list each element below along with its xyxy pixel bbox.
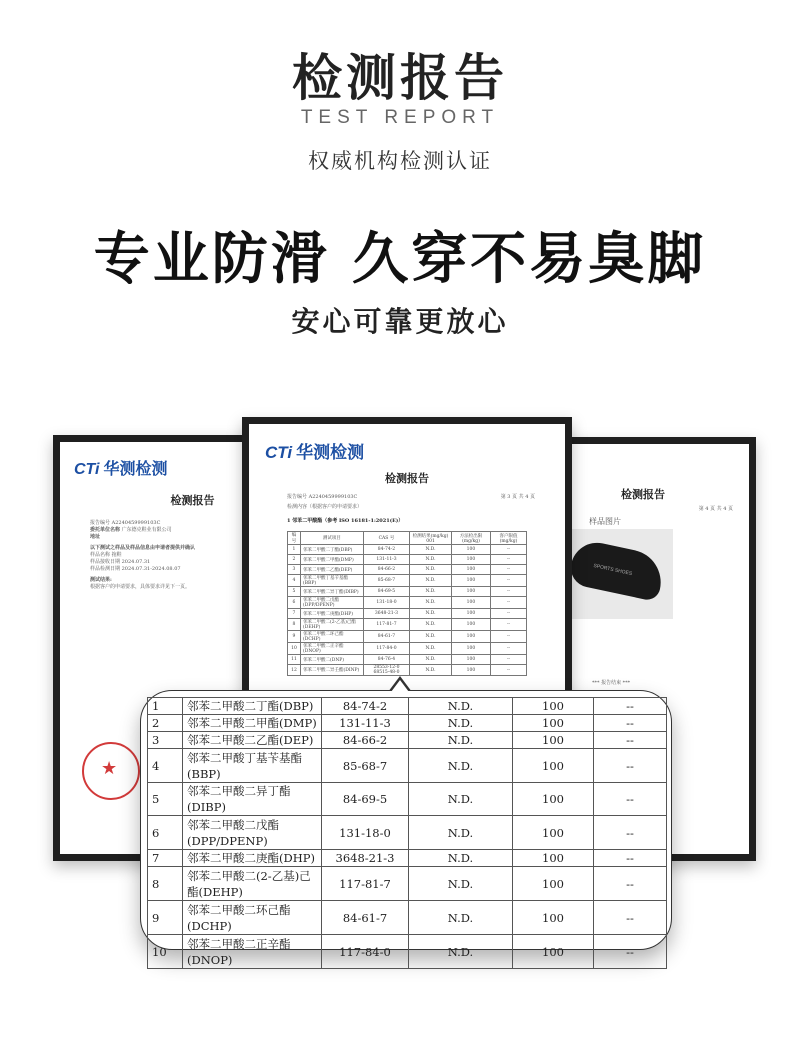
mini-table-cell: 邻苯二甲酸二丁酯(DBP) xyxy=(300,545,363,555)
zoom-cell-no: 3 xyxy=(148,732,183,749)
mini-table-cell: 1 xyxy=(288,545,301,555)
mini-table-row xyxy=(288,655,527,665)
zoom-cell-no: 4 xyxy=(148,749,183,783)
cti-logo xyxy=(74,456,168,479)
mini-table-cell: 131-11-3 xyxy=(363,555,409,565)
mini-table-row xyxy=(288,597,527,609)
zoom-cell-result: N.D. xyxy=(409,698,513,715)
zoom-table-row xyxy=(148,816,667,850)
zoomed-results-callout xyxy=(140,690,672,967)
doc-left-title: 检测报告 xyxy=(170,494,215,507)
mini-table-row xyxy=(288,545,527,555)
mini-table-cell: 117-84-0 xyxy=(363,643,409,655)
doc-center-title: 检测报告 xyxy=(385,472,429,485)
zoom-cell-name: 邻苯二甲酸二(2-乙基)己酯(DEHP) xyxy=(183,867,322,901)
mini-table-cell: N.D. xyxy=(410,619,452,631)
doc-right-page: 第 4 页 共 4 页 xyxy=(698,506,733,512)
mini-table-cell: 3 xyxy=(288,565,301,575)
mini-table-cell: -- xyxy=(490,609,526,619)
mini-table-cell: -- xyxy=(490,575,526,587)
report-no-label: 报告编号 xyxy=(90,520,111,526)
col-mdl: 方法检出限 (mg/kg) xyxy=(451,532,490,545)
zoom-cell-client: -- xyxy=(594,850,667,867)
mini-table-cell: 6 xyxy=(288,597,301,609)
mini-table-cell: N.D. xyxy=(410,545,452,555)
zoom-cell-limit: 100 xyxy=(513,850,594,867)
zoom-cell-cas: 131-18-0 xyxy=(322,816,409,850)
mini-table-cell: 100 xyxy=(451,643,490,655)
zoom-cell-no: 8 xyxy=(148,867,183,901)
zoom-table-row xyxy=(148,698,667,715)
test-date-label: 样品检测日期 xyxy=(90,566,121,572)
mini-table-cell: -- xyxy=(490,655,526,665)
zoom-cell-no: 2 xyxy=(148,715,183,732)
zoom-cell-result: N.D. xyxy=(409,783,513,816)
zoom-cell-name: 邻苯二甲酸二庚酯(DHP) xyxy=(183,850,322,867)
mini-table-cell: 100 xyxy=(451,545,490,555)
mini-table-cell: 100 xyxy=(451,597,490,609)
zoom-cell-name: 邻苯二甲酸二环己酯(DCHP) xyxy=(183,901,322,935)
mini-table-row xyxy=(288,565,527,575)
mini-table-cell: -- xyxy=(490,545,526,555)
mini-table-cell: 4 xyxy=(288,575,301,587)
cti-logo-center xyxy=(265,438,364,463)
zoom-table-row xyxy=(148,749,667,783)
mini-table-cell: N.D. xyxy=(410,587,452,597)
mini-table-cell: -- xyxy=(490,597,526,609)
zoom-cell-name: 邻苯二甲酸二戊酯(DPP/DPENP) xyxy=(183,816,322,850)
zoom-cell-limit: 100 xyxy=(513,732,594,749)
zoom-cell-cas: 117-81-7 xyxy=(322,867,409,901)
hero-subheadline: 安心可靠更放心 xyxy=(291,305,509,338)
official-seal xyxy=(82,742,140,800)
zoom-cell-client: -- xyxy=(594,867,667,901)
mini-table-cell: 10 xyxy=(288,643,301,655)
cti-logo-center-name: 华测检测 xyxy=(296,443,365,462)
mini-table-cell: N.D. xyxy=(410,575,452,587)
mini-table-cell: N.D. xyxy=(410,665,452,676)
zoom-table-row xyxy=(148,901,667,935)
mini-table-row xyxy=(288,665,527,676)
zoom-cell-result: N.D. xyxy=(409,816,513,850)
mini-table-cell: 邻苯二甲酸二环己酯(DCHP) xyxy=(300,631,363,643)
zoom-cell-cas: 131-11-3 xyxy=(322,715,409,732)
zoom-cell-name: 邻苯二甲酸二丁酯(DBP) xyxy=(183,698,322,715)
mini-table-cell: 邻苯二甲酸二异丁酯(DIBP) xyxy=(300,587,363,597)
zoom-cell-client: -- xyxy=(594,935,667,969)
mini-table-cell: 邻苯二甲酸二庚酯(DHP) xyxy=(300,609,363,619)
zoom-cell-no: 10 xyxy=(148,935,183,969)
sample-name: 拖鞋 xyxy=(111,552,122,558)
mini-table-cell: 100 xyxy=(451,619,490,631)
zoom-cell-cas: 84-74-2 xyxy=(322,698,409,715)
zoom-cell-result: N.D. xyxy=(409,867,513,901)
mini-table-cell: N.D. xyxy=(410,555,452,565)
mini-table-cell: -- xyxy=(490,587,526,597)
zoom-cell-result: N.D. xyxy=(409,732,513,749)
col-cas: CAS 号 xyxy=(363,532,409,545)
cti-logo-name: 华测检测 xyxy=(103,461,168,478)
mini-table-cell: 邻苯二甲酸二戊酯(DPP/DPENP) xyxy=(300,597,363,609)
mini-table-cell: 7 xyxy=(288,609,301,619)
mini-table-cell: 9 xyxy=(288,631,301,643)
zoom-table-row xyxy=(148,850,667,867)
mini-table-cell: 邻苯二甲酸二(DNP) xyxy=(300,655,363,665)
sample-name-label: 样品名称 xyxy=(90,552,111,558)
mini-table-cell: 100 xyxy=(451,655,490,665)
mini-table-cell: 84-74-2 xyxy=(363,545,409,555)
mini-table-cell: 邻苯二甲酸丁基苄基酯(BBP) xyxy=(300,575,363,587)
mini-table-cell: N.D. xyxy=(410,655,452,665)
conclusion-label: 测试结果: xyxy=(90,577,112,583)
mini-table-cell: 100 xyxy=(451,631,490,643)
mini-table-cell: -- xyxy=(490,555,526,565)
zoom-cell-limit: 100 xyxy=(513,783,594,816)
conclusion-text: 根据客户的申请要求，具体要求详见下一页。 xyxy=(90,584,191,590)
report-end: *** 报告结束 *** xyxy=(592,680,631,686)
mini-table-cell: 100 xyxy=(451,609,490,619)
mini-table-row xyxy=(288,643,527,655)
zoom-cell-result: N.D. xyxy=(409,715,513,732)
mini-table-cell: 邻苯二甲酸二乙酯(DEP) xyxy=(300,565,363,575)
mini-table-cell: N.D. xyxy=(410,597,452,609)
mini-table-cell: 100 xyxy=(451,555,490,565)
col-limit: 客户限值 (mg/kg) xyxy=(490,532,526,545)
mini-table-cell: 85-68-7 xyxy=(363,575,409,587)
mini-table-cell: 100 xyxy=(451,587,490,597)
mini-table-cell: 3648-21-3 xyxy=(363,609,409,619)
mini-table-row xyxy=(288,631,527,643)
callout-pointer-inner xyxy=(391,680,409,692)
zoom-cell-limit: 100 xyxy=(513,867,594,901)
zoom-cell-no: 5 xyxy=(148,783,183,816)
col-no: 编号 xyxy=(288,532,301,545)
cti-logo-center-brand: CTi xyxy=(265,443,293,462)
mini-table-row xyxy=(288,609,527,619)
col-result: 检测结果(mg/kg) 001 xyxy=(410,532,452,545)
mini-results-table xyxy=(287,531,527,676)
zoom-table-row xyxy=(148,732,667,749)
mini-table-row xyxy=(288,619,527,631)
mini-table-row xyxy=(288,555,527,565)
client-name: 广东德克鞋业有限公司 xyxy=(121,527,172,533)
zoom-cell-limit: 100 xyxy=(513,816,594,850)
mini-table-cell: 5 xyxy=(288,587,301,597)
zoom-cell-limit: 100 xyxy=(513,901,594,935)
hero-headline: 专业防滑 久穿不易臭脚 xyxy=(93,227,707,292)
zoom-cell-no: 6 xyxy=(148,816,183,850)
mini-table-cell: 邻苯二甲酸二正辛酯(DNOP) xyxy=(300,643,363,655)
doc-center-page: 第 3 页 共 4 页 xyxy=(500,494,535,500)
test-date: 2024.07.31-2024.08.07 xyxy=(121,566,181,572)
report-no: A2240459999103C xyxy=(111,520,161,526)
mini-table-cell: 8 xyxy=(288,619,301,631)
mini-table-cell: 100 xyxy=(451,665,490,676)
zoom-cell-name: 邻苯二甲酸二异丁酯(DIBP) xyxy=(183,783,322,816)
zoom-table-row xyxy=(148,783,667,816)
zoom-cell-cas: 117-84-0 xyxy=(322,935,409,969)
zoom-cell-name: 邻苯二甲酸二正辛酯(DNOP) xyxy=(183,935,322,969)
mini-table-cell: -- xyxy=(490,619,526,631)
receive-date: 2024.07.31 xyxy=(121,559,151,565)
mini-table-cell: -- xyxy=(490,565,526,575)
zoom-cell-result: N.D. xyxy=(409,935,513,969)
zoom-cell-client: -- xyxy=(594,901,667,935)
mini-table-cell: 117-81-7 xyxy=(363,619,409,631)
zoom-cell-limit: 100 xyxy=(513,749,594,783)
zoom-cell-no: 1 xyxy=(148,698,183,715)
mini-table-cell: 131-18-0 xyxy=(363,597,409,609)
zoom-cell-limit: 100 xyxy=(513,698,594,715)
zoom-cell-cas: 3648-21-3 xyxy=(322,850,409,867)
zoom-cell-no: 7 xyxy=(148,850,183,867)
sample-info-heading: 以下测试之样品及样品信息由申请者提供并确认 xyxy=(90,545,196,551)
doc-center-requirement: 检测内容（根据客户的申请要求） xyxy=(287,504,363,510)
mini-table-cell: 84-61-7 xyxy=(363,631,409,643)
zoom-cell-cas: 85-68-7 xyxy=(322,749,409,783)
mini-table-row xyxy=(288,587,527,597)
zoom-cell-result: N.D. xyxy=(409,850,513,867)
zoom-cell-result: N.D. xyxy=(409,749,513,783)
zoom-cell-client: -- xyxy=(594,783,667,816)
mini-table-cell: 84-69-5 xyxy=(363,587,409,597)
mini-table-cell: 84-66-2 xyxy=(363,565,409,575)
zoom-cell-name: 邻苯二甲酸二乙酯(DEP) xyxy=(183,732,322,749)
mini-table-cell: N.D. xyxy=(410,631,452,643)
zoom-cell-result: N.D. xyxy=(409,901,513,935)
zoom-cell-client: -- xyxy=(594,749,667,783)
zoomed-results-table xyxy=(147,697,667,969)
zoom-cell-name: 邻苯二甲酸二甲酯(DMP) xyxy=(183,715,322,732)
zoom-cell-client: -- xyxy=(594,715,667,732)
zoom-table-row xyxy=(148,935,667,969)
zoom-cell-client: -- xyxy=(594,732,667,749)
doc-right-title: 检测报告 xyxy=(621,488,665,501)
zoom-cell-cas: 84-61-7 xyxy=(322,901,409,935)
doc-center-section: 1 邻苯二甲酸酯（参考 ISO 16181-1:2021(E)） xyxy=(287,518,404,524)
page-tagline: 权威机构检测认证 xyxy=(308,149,492,173)
seal-star-icon: ★ xyxy=(101,758,118,779)
address-label: 地址 xyxy=(90,534,101,540)
zoom-cell-limit: 100 xyxy=(513,715,594,732)
col-item: 测试项目 xyxy=(300,532,363,545)
mini-table-cell: N.D. xyxy=(410,565,452,575)
zoom-table-row xyxy=(148,715,667,732)
page-title: 检测报告 xyxy=(292,49,508,107)
mini-table-cell: 100 xyxy=(451,575,490,587)
mini-table-cell: 邻苯二甲酸二(2-乙基)己酯(DEHP) xyxy=(300,619,363,631)
zoom-cell-no: 9 xyxy=(148,901,183,935)
sample-photo xyxy=(563,529,673,619)
mini-table-row xyxy=(288,575,527,587)
mini-table-cell: 2 xyxy=(288,555,301,565)
mini-table-cell: 100 xyxy=(451,565,490,575)
zoom-cell-cas: 84-69-5 xyxy=(322,783,409,816)
zoom-cell-client: -- xyxy=(594,816,667,850)
mini-table-cell: -- xyxy=(490,665,526,676)
cti-logo-brand: CTi xyxy=(74,461,100,478)
receive-date-label: 样品接收日期 xyxy=(90,559,121,565)
mini-table-cell: 28553-12-0 68515-48-0 xyxy=(363,665,409,676)
slipper-brand-text: SPORTS SHOES xyxy=(592,562,633,578)
mini-table-cell: 11 xyxy=(288,655,301,665)
mini-table-cell: 12 xyxy=(288,665,301,676)
zoom-cell-name: 邻苯二甲酸丁基苄基酯(BBP) xyxy=(183,749,322,783)
mini-table-cell: N.D. xyxy=(410,609,452,619)
client-label: 委托单位名称 xyxy=(90,527,121,533)
mini-table-cell: 84-76-4 xyxy=(363,655,409,665)
zoom-cell-limit: 100 xyxy=(513,935,594,969)
zoom-cell-cas: 84-66-2 xyxy=(322,732,409,749)
zoom-table-row xyxy=(148,867,667,901)
zoom-cell-client: -- xyxy=(594,698,667,715)
doc-center-report-no: 报告编号 A2240459999103C xyxy=(287,494,358,500)
sample-photo-label: 样品图片 xyxy=(589,517,621,526)
page-subtitle-en: TEST REPORT xyxy=(300,107,500,128)
mini-table-cell: -- xyxy=(490,643,526,655)
mini-table-cell: 邻苯二甲酸二甲酯(DMP) xyxy=(300,555,363,565)
mini-table-cell: 邻苯二甲酸二异壬酯(DINP) xyxy=(300,665,363,676)
mini-table-cell: N.D. xyxy=(410,643,452,655)
mini-table-cell: -- xyxy=(490,631,526,643)
